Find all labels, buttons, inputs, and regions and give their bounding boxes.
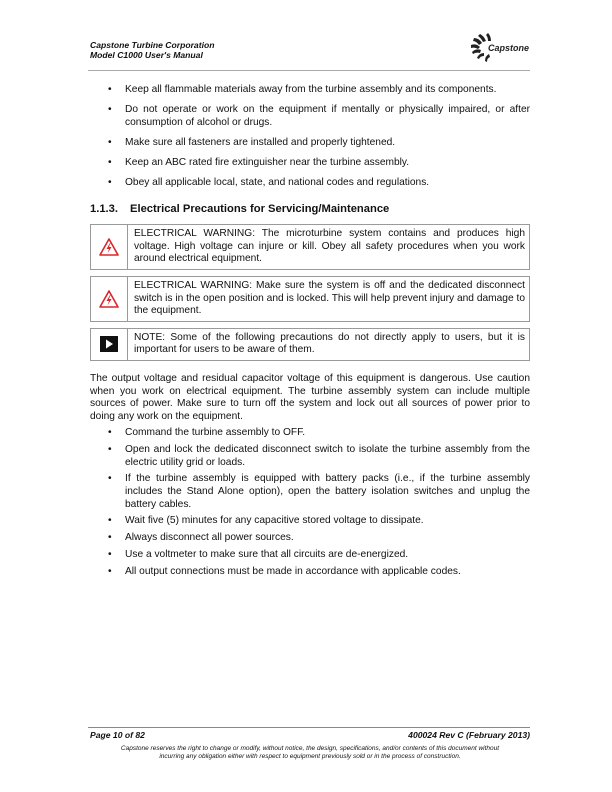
document-revision: 400024 Rev C (February 2013) — [408, 730, 530, 740]
electrical-warning-callout — [90, 224, 530, 270]
note-callout — [90, 328, 530, 361]
manual-title: Model C1000 User's Manual — [90, 50, 203, 60]
list-item: • Keep an ABC rated fire extinguisher near the turbine assembly. — [108, 156, 410, 168]
capstone-logo — [466, 30, 530, 64]
bullet-dot: • — [108, 548, 112, 560]
section-heading — [90, 203, 530, 216]
bullet-dot: • — [108, 515, 112, 527]
bullet-dot: • — [108, 565, 112, 577]
precautions-list — [90, 84, 530, 190]
header-divider — [88, 70, 530, 71]
section-number: 1.1.3. — [90, 202, 118, 215]
list-item: • Obey all applicable local, state, and national codes and regulations. — [108, 176, 430, 188]
page-number: Page 10 of 82 — [90, 730, 145, 740]
disclaimer-line: incurring any obligation either with respect to equipment previously sold or in the process of construction. — [159, 753, 461, 761]
section-title: Electrical Precautions for Servicing/Maintenance — [130, 202, 390, 215]
company-name: Capstone Turbine Corporation — [90, 40, 215, 50]
bullet-dot: • — [108, 136, 112, 148]
list-item: • Command the turbine assembly to OFF. — [108, 427, 306, 439]
list-item: • Wait five (5) minutes for any capacitive stored voltage to dissipate. — [108, 515, 424, 527]
note-arrow-icon — [99, 335, 119, 353]
bullet-dot: • — [108, 444, 112, 456]
servicing-steps-list — [90, 427, 530, 578]
list-item: • If the turbine assembly is equipped with battery packs (i.e., if the turbine assembly includes the Stand Alone option), open the battery isolation switches and unplug the battery cables. — [108, 473, 530, 510]
electrical-warning-icon — [99, 238, 119, 256]
list-item: • Use a voltmeter to make sure that all circuits are de-energized. — [108, 548, 409, 560]
capstone-logo-icon — [466, 30, 530, 64]
bullet-dot: • — [108, 532, 112, 544]
body-paragraph: The output voltage and residual capacitor voltage of this equipment is dangerous. Use caution when you work on electrical equipment. The turbine assembly system can include multiple sources of power. Make sure to turn off the system and lock out all sources of power prior to doing any work on the equipment. — [90, 372, 530, 422]
disclaimer-line: Capstone reserves the right to change or modify, without notice, the design, specifications, and/or contents of this document without — [120, 745, 500, 752]
callout-text: ELECTRICAL WARNING: The microturbine system contains and produces high voltage. High voltage can injure or kill. Obey all safety procedures when you work around electrical equipment. — [134, 228, 525, 265]
footer-disclaimer — [82, 745, 538, 762]
bullet-dot: • — [108, 473, 112, 485]
list-item: • All output connections must be made in accordance with applicable codes. — [108, 565, 461, 577]
list-item: • Always disconnect all power sources. — [108, 532, 294, 544]
list-item: • Keep all flammable materials away from the turbine assembly and its components. — [108, 84, 497, 95]
list-item: • Do not operate or work on the equipment if mentally or physically impaired, or after consumption of alcohol or drugs. — [108, 104, 530, 128]
footer-divider — [88, 727, 530, 728]
logo-text: Capstone — [488, 43, 530, 53]
bullet-dot: • — [108, 176, 112, 188]
list-item: • Make sure all fasteners are installed and properly tightened. — [108, 136, 396, 148]
electrical-warning-callout — [90, 276, 530, 322]
page-header — [90, 40, 530, 60]
electrical-warning-icon — [99, 290, 119, 308]
bullet-dot: • — [108, 104, 112, 116]
bullet-dot: • — [108, 427, 112, 439]
callout-text: ELECTRICAL WARNING: Make sure the system is off and the dedicated disconnect switch is in the open position and is locked. This will help prevent injury and damage to the equipment. — [134, 279, 525, 317]
page-content — [90, 84, 530, 583]
callout-text: NOTE: Some of the following precautions do not directly apply to users, but it is important for users to be aware of them. — [134, 331, 525, 356]
list-item: • Open and lock the dedicated disconnect switch to isolate the turbine assembly from the electric utility grid or loads. — [108, 444, 530, 468]
bullet-dot: • — [108, 156, 112, 168]
bullet-dot: • — [108, 84, 112, 95]
